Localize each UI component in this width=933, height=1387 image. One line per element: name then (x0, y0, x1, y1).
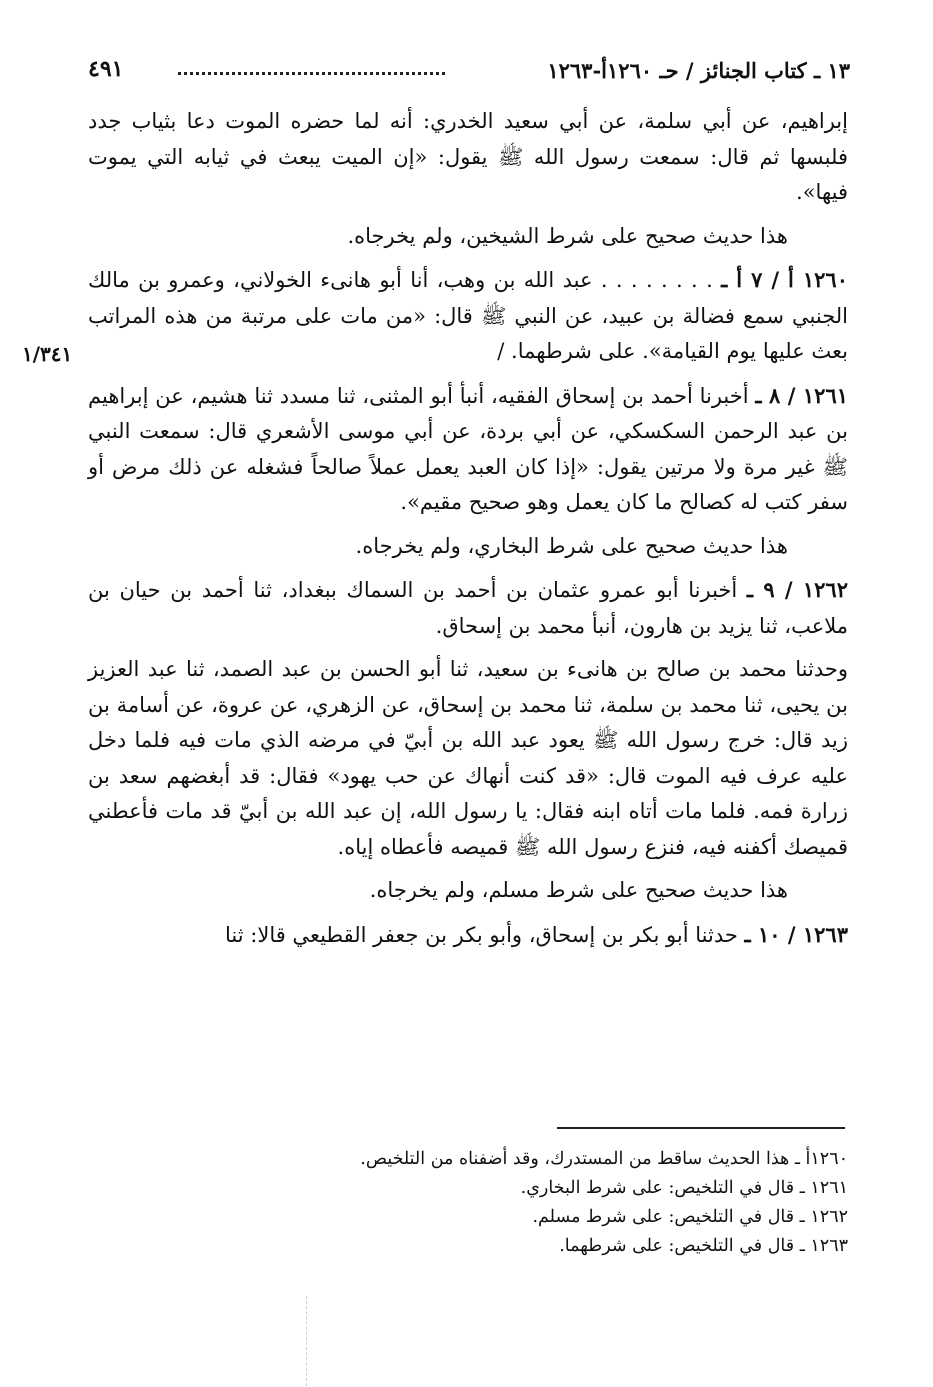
header-dot-leader (178, 72, 445, 75)
hadith-1260a (88, 262, 848, 370)
hadith-number: ١٢٦١ / ٨ ـ (755, 382, 849, 408)
footnote: ١٢٦٠أ ـ هذا الحديث ساقط من المستدرك، وقد أضفناه من التلخيص. (360, 1149, 848, 1169)
header-title: ١٣ ـ كتاب الجنائز / حـ ١٢٦٠أ-١٢٦٣ (547, 58, 850, 83)
footnote-divider (557, 1127, 845, 1129)
paragraph-text: هذا حديث صحيح على شرط البخاري، ولم يخرجاه. (355, 533, 788, 558)
paragraph-text: . . . . . . . . عبد الله بن وهب، أنا أبو هانىء الخولاني، وعمرو بن مالك الجنبي سمع فضالة بن عبيد، عن النبي ﷺ قال: «من مات على مرتبة من هذه المراتب بعث عليها يوم القيامة». على شرطهما. / (88, 268, 848, 363)
paragraph-verdict (88, 873, 848, 909)
margin-reference: ١/٣٤١ (22, 342, 73, 366)
hadith-1263 (88, 917, 848, 954)
scan-gutter-line (306, 1296, 308, 1386)
hadith-1262 (88, 572, 848, 644)
paragraph-text: أخبرنا أبو عمرو عثمان بن أحمد بن السماك ببغداد، ثنا أحمد بن حيان بن ملاعب، ثنا يزيد بن هارون، أنبأ محمد بن إسحاق. (88, 578, 848, 638)
paragraph-text: هذا حديث صحيح على شرط مسلم، ولم يخرجاه. (369, 878, 788, 902)
hadith-number: ١٢٦٢ / ٩ ـ (746, 577, 848, 602)
paragraph-text: وحدثنا محمد بن صالح بن هانىء بن سعيد، ثنا أبو الحسن بن عبد الصمد، ثنا عبد العزيز بن يحيى، ثنا محمد بن سلمة، ثنا محمد بن إسحاق، عن الزهري، عن عروة، عن أسامة بن زيد قال: خرج رسول الله ﷺ يعود عبد الله بن أبيّ في مرضه الذي مات فيه فلما دخل عليه عرف فيه الموت قال: «قد كنت أنهاك عن حب يهود» فقال: قد أبغضهم سعد بن زرارة فمه. فلما مات أتاه ابنه فقال: يا رسول الله، إن عبد الله بن أبيّ قد مات فأعطني قميصك أكفنه فيه، فنزع رسول الله ﷺ قميصه فأعطاه إياه. (88, 657, 848, 859)
running-header (88, 52, 850, 92)
page-number: ٤٩١ (88, 56, 124, 82)
hadith-number: ١٢٦٣ / ١٠ ـ (744, 921, 848, 947)
paragraph-text: هذا حديث صحيح على شرط الشيخين، ولم يخرجاه. (347, 223, 788, 248)
footnote: ١٢٦١ ـ قال في التلخيص: على شرط البخاري. (520, 1178, 848, 1198)
hadith-number: ١٢٦٠ أ / ٧ أ ـ (721, 267, 848, 292)
hadith-1262-second-chain (88, 652, 848, 865)
footnote: ١٢٦٢ ـ قال في التلخيص: على شرط مسلم. (532, 1207, 848, 1227)
footnote: ١٢٦٣ ـ قال في التلخيص: على شرطهما. (559, 1236, 848, 1256)
paragraph-text: حدثنا أبو بكر بن إسحاق، وأبو بكر بن جعفر القطيعي قالا: ثنا (225, 922, 738, 947)
main-text (88, 104, 848, 961)
paragraph-text: إبراهيم، عن أبي سلمة، عن أبي سعيد الخدري: أنه لما حضره الموت دعا بثياب جدد فلبسها ثم قال: سمعت رسول الله ﷺ يقول: «إن الميت يبعث في ثيابه التي يموت فيها». (88, 109, 848, 204)
paragraph-continuation (88, 104, 848, 211)
paragraph-verdict (88, 529, 848, 565)
footnotes (120, 1145, 848, 1261)
paragraph-text: أخبرنا أحمد بن إسحاق الفقيه، أنبأ أبو المثنى، ثنا مسدد ثنا هشيم، عن إبراهيم بن عبد الرحمن السكسكي، عن أبي بردة، عن أبي موسى الأشعري قال: سمعت النبي ﷺ غير مرة ولا مرتين يقول: «إذا كان العبد يعمل عملاً صالحاً فشغله عن ذلك مرض أو سفر كتب له كصالح ما كان يعمل وهو صحيح مقيم». (88, 383, 848, 514)
paragraph-verdict (88, 219, 848, 255)
hadith-1261 (88, 378, 848, 521)
